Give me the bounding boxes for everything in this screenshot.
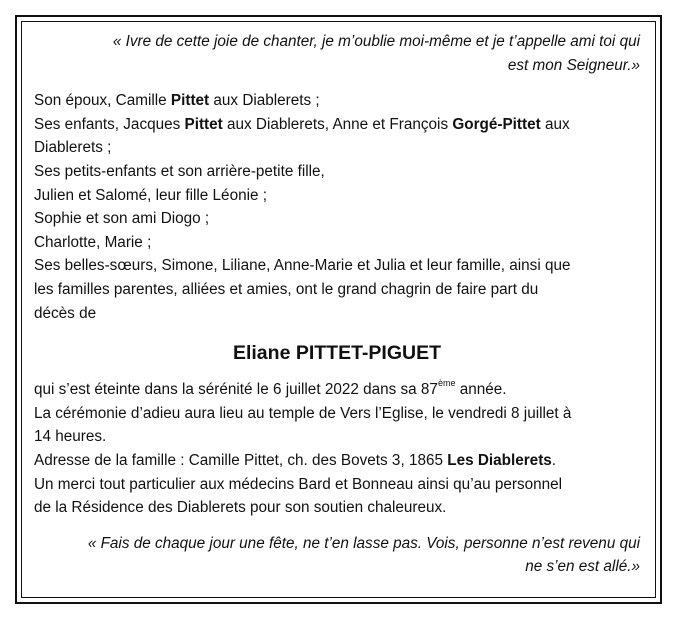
detail-line: de la Résidence des Diablerets pour son soutien chaleureux. [34,499,447,517]
closing-quote [34,532,640,579]
family-line: les familles parentes, alliées et amies, ont le grand chagrin de faire part du [34,280,539,298]
opening-quote [34,30,640,77]
detail-line: 14 heures. [34,428,107,446]
family-list [34,89,640,325]
obituary-notice [34,30,640,579]
family-line: Julien et Salomé, leur fille Léonie ; [34,186,267,204]
opening-quote-line-2: est mon Seigneur.» [507,56,640,74]
text-segment: aux [540,115,570,133]
surname-bold: Pittet [184,115,223,133]
place-bold: Les Diablerets [447,451,552,469]
family-line: Diablerets ; [34,139,112,157]
text-segment: aux Diablerets ; [209,92,320,110]
family-line-spouse [34,89,640,113]
text-segment: . [551,451,557,469]
opening-quote-line-1: « Ivre de cette joie de chanter, je m’oublie moi-même et je t’appelle ami toi qui [112,33,640,50]
detail-line-address [34,449,640,473]
surname-bold: Gorgé-Pittet [452,115,541,133]
text-segment: Ses enfants, Jacques [34,115,185,133]
surname-bold: Pittet [170,92,210,110]
text-segment: année. [455,381,507,399]
closing-quote-line-2: ne s’en est allé.» [525,558,640,576]
details [34,378,640,520]
detail-line: Un merci tout particulier aux médecins Bard et Bonneau ainsi qu’au personnel [34,475,563,493]
text-segment: Adresse de la famille : Camille Pittet, ch. des Bovets 3, 1865 [34,451,448,469]
family-line: décès de [34,304,97,322]
family-line-children [34,113,640,137]
text-segment: Son époux, Camille [34,92,171,110]
detail-line: La cérémonie d’adieu aura lieu au temple de Vers l’Eglise, le vendredi 8 juillet à [34,404,572,422]
family-line: Charlotte, Marie ; [34,233,152,251]
text-segment: qui s’est éteinte dans la sérénité le 6 juillet 2022 dans sa 87 [34,381,438,399]
deceased-name: Eliane PITTET-PIGUET [232,342,442,365]
text-segment: aux Diablerets, Anne et François [222,115,453,133]
family-line: Ses belles-sœurs, Simone, Liliane, Anne-Marie et Julia et leur famille, ainsi que [34,257,571,275]
detail-line-death [34,378,640,402]
family-line: Sophie et son ami Diogo ; [34,210,210,228]
closing-quote-line-1: « Fais de chaque jour une fête, ne t’en lasse pas. Vois, personne n’est revenu qui [87,534,640,552]
ordinal-superscript: ème [437,378,456,389]
family-line: Ses petits-enfants et son arrière-petite fille, [34,162,325,180]
